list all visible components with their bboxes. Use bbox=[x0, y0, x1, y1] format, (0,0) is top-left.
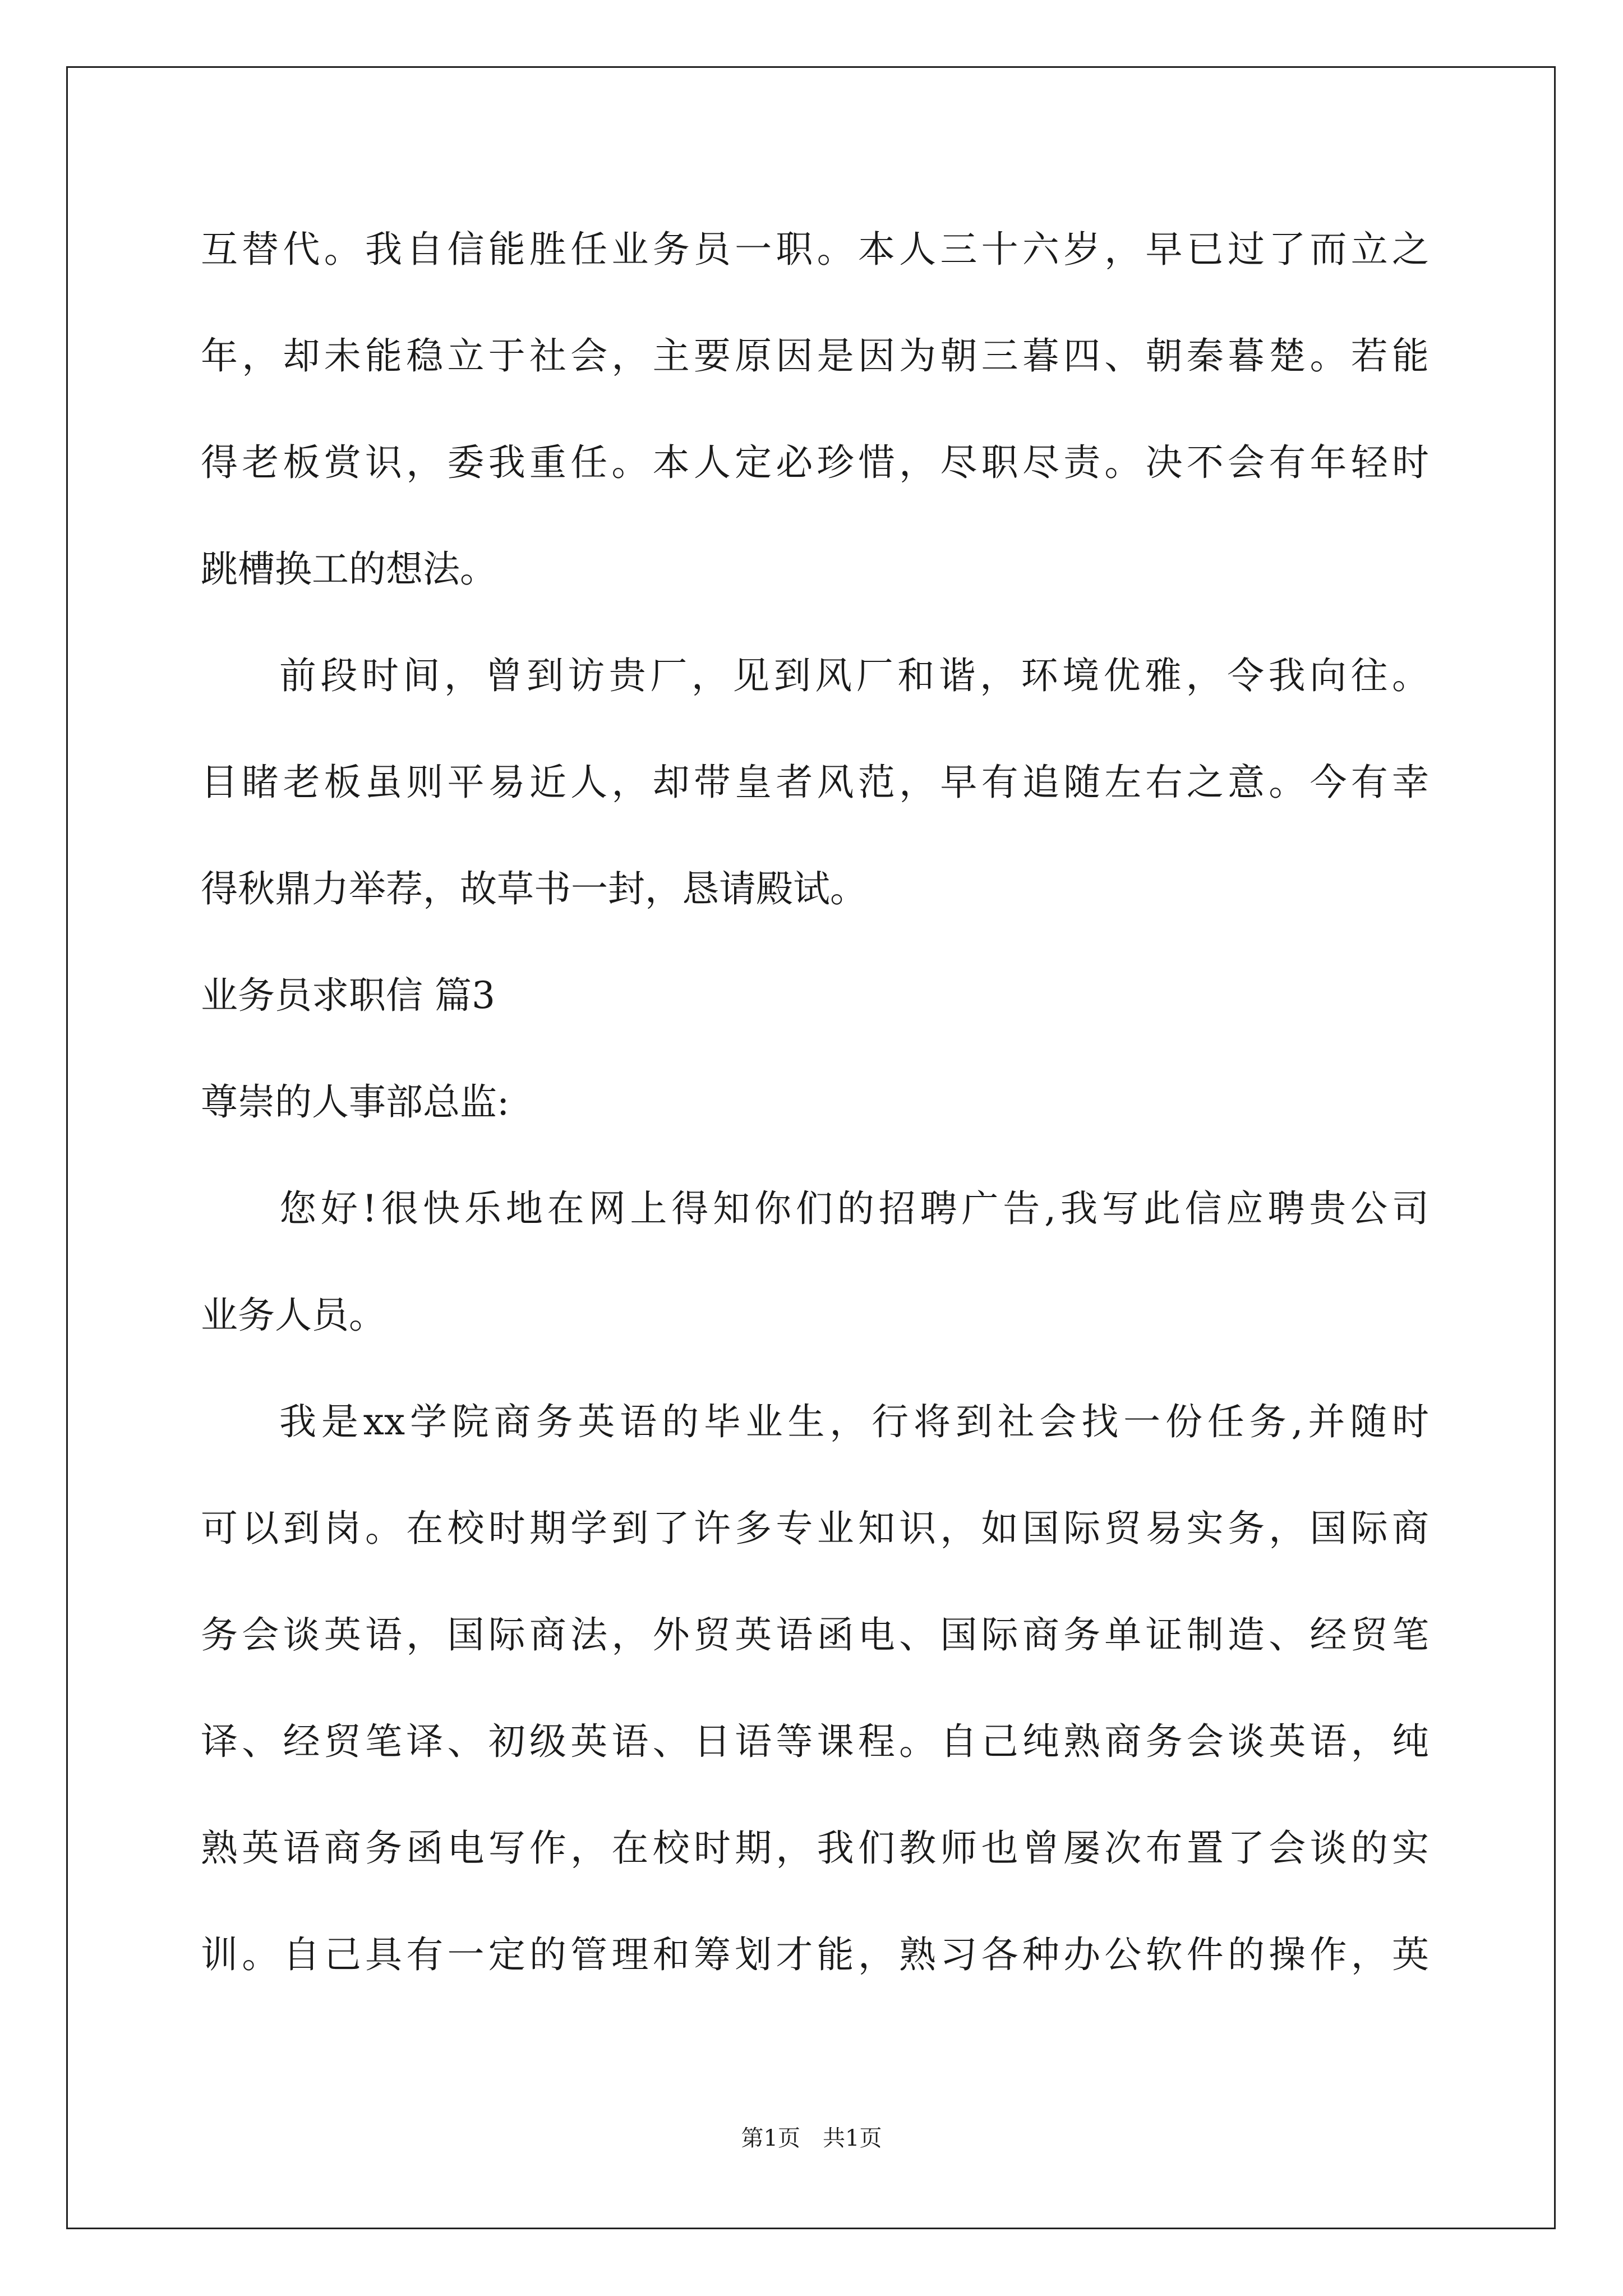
page-footer bbox=[0, 2127, 1623, 2150]
text-line: 可以到岗。在校时期学到了许多专业知识，如国际贸易实务，国际商 bbox=[201, 1507, 1429, 1550]
text-line: 得老板赏识，委我重任。本人定必珍惜，尽职尽责。决不会有年轻时 bbox=[201, 441, 1429, 484]
page-border bbox=[66, 66, 1556, 2229]
salutation: 尊崇的人事部总监: bbox=[201, 1080, 510, 1124]
text-line: 目睹老板虽则平易近人，却带皇者风范，早有追随左右之意。今有幸 bbox=[201, 761, 1429, 804]
text-line: 互替代。我自信能胜任业务员一职。本人三十六岁，早已过了而立之 bbox=[201, 228, 1429, 271]
text-line: 熟英语商务函电写作，在校时期，我们教师也曾屡次布置了会谈的实 bbox=[201, 1826, 1429, 1870]
text-line: 年，却未能稳立于社会，主要原因是因为朝三暮四、朝秦暮楚。若能 bbox=[201, 334, 1429, 378]
text-line: 业务人员。 bbox=[201, 1294, 386, 1337]
paragraph-first-line: 前段时间，曾到访贵厂，见到风厂和谐，环境优雅，令我向往。 bbox=[279, 654, 1429, 697]
paragraph-first-line: 我是xx学院商务英语的毕业生，行将到社会找一份任务,并随时 bbox=[279, 1400, 1429, 1443]
paragraph-first-line: 您好!很快乐地在网上得知你们的招聘广告,我写此信应聘贵公司 bbox=[279, 1187, 1429, 1230]
text-line: 得秋鼎力举荐，故草书一封，恳请殿试。 bbox=[201, 867, 867, 910]
section-heading: 业务员求职信 篇3 bbox=[201, 974, 495, 1017]
text-line: 跳槽换工的想法。 bbox=[201, 547, 497, 591]
text-line: 务会谈英语，国际商法，外贸英语函电、国际商务单证制造、经贸笔 bbox=[201, 1613, 1429, 1657]
page-current: 第1页 bbox=[741, 2125, 800, 2151]
text-line: 训。自己具有一定的管理和筹划才能，熟习各种办公软件的操作，英 bbox=[201, 1933, 1429, 1976]
text-line: 译、经贸笔译、初级英语、日语等课程。自己纯熟商务会谈英语，纯 bbox=[201, 1720, 1429, 1763]
page-total: 共1页 bbox=[823, 2125, 882, 2151]
